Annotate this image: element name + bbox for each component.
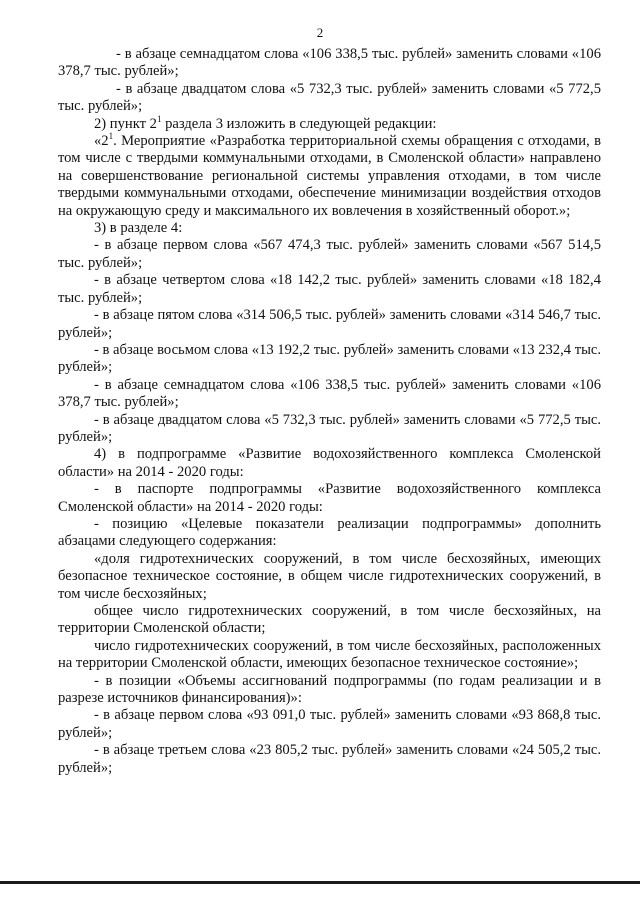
paragraph-text: - в паспорте подпрограммы «Развитие водохозяйственного комплекса Смоленской области» на 2014 - 2020 годы:: [58, 481, 601, 515]
paragraph: [58, 412, 601, 447]
superscript: 1: [156, 113, 162, 124]
paragraph-text: - в абзаце первом слова «93 091,0 тыс. рублей» заменить словами «93 868,8 тыс. рублей»;: [58, 707, 601, 741]
paragraph: [58, 272, 601, 307]
paragraph: [58, 638, 601, 673]
paragraph-lead: «2: [94, 133, 109, 150]
paragraph: [58, 551, 601, 603]
paragraph: [58, 342, 601, 377]
paragraph: [58, 113, 601, 133]
paragraph-text: число гидротехнических сооружений, в том числе бесхозяйных, расположенных на территории Смоленской области, имеющих безопасное техническое состояние»;: [58, 637, 601, 672]
paragraph-text: «доля гидротехнических сооружений, в том числе бесхозяйных, имеющих безопасное техническое состояние, в общем числе гидротехнических сооружений, в том числе бесхозяйных;: [58, 550, 601, 602]
paragraph: [58, 220, 601, 237]
paragraph-text: - в абзаце семнадцатом слова «106 338,5 тыс. рублей» заменить словами «106 378,7 тыс. рублей»;: [58, 46, 601, 80]
page-number: 2: [316, 25, 324, 40]
paragraph: [58, 377, 601, 412]
paragraph-text: - в абзаце четвертом слова «18 142,2 тыс. рублей» заменить словами «18 182,4 тыс. рублей»;: [58, 272, 601, 306]
paragraph-text: - в абзаце двадцатом слова «5 732,3 тыс. рублей» заменить словами «5 772,5 тыс. рублей»;: [58, 80, 601, 115]
paragraph: [58, 446, 601, 481]
superscript: 1: [108, 131, 114, 142]
paragraph-text: раздела 3 изложить в следующей редакции:: [161, 115, 437, 132]
paragraph: [58, 237, 601, 272]
paragraph: [58, 673, 601, 708]
paragraph: [58, 707, 601, 742]
paragraph-text: - в абзаце третьем слова «23 805,2 тыс. рублей» заменить словами «24 505,2 тыс. рублей»;: [58, 742, 601, 776]
paragraph-text: - позицию «Целевые показатели реализации подпрограммы» дополнить абзацами следующего содержания:: [58, 515, 601, 550]
paragraph: [58, 46, 601, 81]
paragraph-text: - в абзаце пятом слова «314 506,5 тыс. рублей» заменить словами «314 546,7 тыс. рублей»;: [58, 307, 601, 341]
paragraph: [58, 133, 601, 220]
paragraph: [58, 481, 601, 516]
paragraph: [58, 516, 601, 551]
paragraph-lead: 2) пункт 2: [94, 115, 157, 132]
paragraph: [58, 742, 601, 777]
bottom-rule: [0, 881, 640, 884]
paragraph-text: общее число гидротехнических сооружений, в том числе бесхозяйных, на территории Смоленской области;: [58, 603, 601, 637]
paragraph: [58, 307, 601, 342]
paragraph: [58, 603, 601, 638]
paragraph-text: - в абзаце первом слова «567 474,3 тыс. рублей» заменить словами «567 514,5 тыс. рублей»;: [58, 237, 601, 271]
paragraph-text: - в абзаце восьмом слова «13 192,2 тыс. рублей» заменить словами «13 232,4 тыс. рублей»;: [58, 341, 602, 376]
paragraph-text: - в абзаце семнадцатом слова «106 338,5 тыс. рублей» заменить словами «106 378,7 тыс. рублей»;: [58, 376, 601, 411]
paragraph-text: - в позиции «Объемы ассигнований подпрограммы (по годам реализации и в разрезе источников финансирования)»:: [58, 672, 601, 707]
document-body: [58, 46, 601, 777]
paragraph-text: 3) в разделе 4:: [94, 220, 183, 237]
paragraph: [58, 81, 601, 116]
paragraph-text: . Мероприятие «Разработка территориальной схемы обращения с отходами, в том числе с твердыми коммунальными отходами, в Смоленской области» направлено на совершенствование региональной системы управления отходами, в том числе твердыми коммунальными отходами, обеспечение минимизации воздействия отходов на окружающую среду и максимального их вовлечения в хозяйственный оборот.»;: [58, 133, 601, 219]
paragraph-text: 4) в подпрограмме «Развитие водохозяйственного комплекса Смоленской области» на 2014 - 2020 годы:: [58, 446, 601, 480]
paragraph-text: - в абзаце двадцатом слова «5 732,3 тыс. рублей» заменить словами «5 772,5 тыс. рублей»;: [58, 411, 601, 445]
